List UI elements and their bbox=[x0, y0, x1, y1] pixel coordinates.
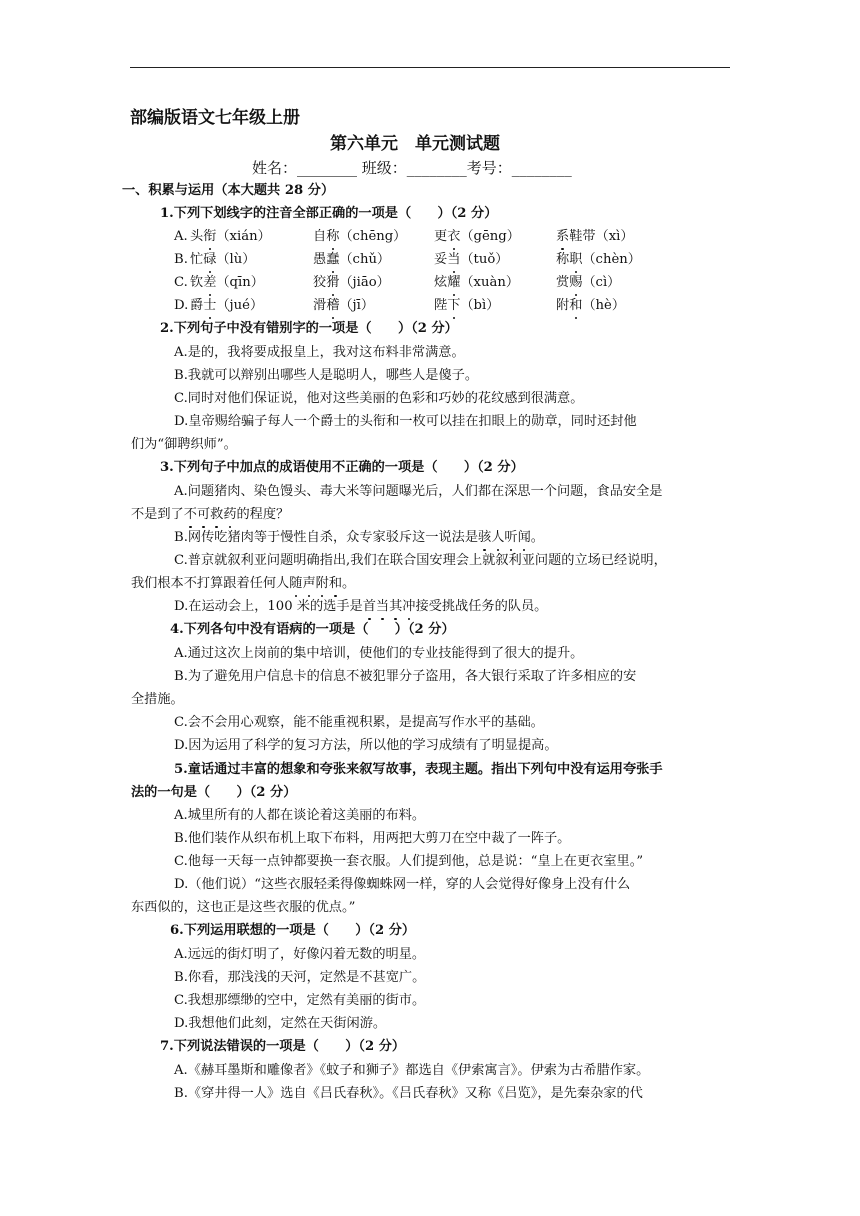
q1-option-word bbox=[190, 227, 271, 247]
q5-stem: 5.童话通过丰富的想象和夸张来叙写故事，表现主题。指出下列句中没有运用夸张手 bbox=[174, 762, 663, 777]
char: 称 bbox=[556, 252, 570, 267]
pinyin: （bì） bbox=[460, 298, 500, 313]
dotted-idiom bbox=[363, 599, 416, 614]
pinyin: （lù） bbox=[216, 252, 256, 267]
dotted-char: 稽 bbox=[326, 296, 339, 316]
q1-option-word bbox=[190, 273, 264, 293]
dotted-char: 碌 bbox=[203, 250, 216, 270]
q1-option-word bbox=[556, 296, 625, 316]
q1-option-word bbox=[556, 273, 620, 293]
q6-option-c: C.我想那缥缈的空中，定然有美丽的街市。 bbox=[174, 993, 426, 1008]
q3-option-c: C.普京就叙利亚问题明确指出,我们在联合国安理会上就叙利亚问题的立场已经说明， bbox=[174, 553, 667, 568]
q3-option-a-cont bbox=[131, 505, 289, 525]
dotted-char: 赐 bbox=[569, 273, 582, 293]
pinyin: （cì） bbox=[582, 275, 621, 290]
pinyin: （hè） bbox=[582, 298, 626, 313]
pinyin: （chǔ） bbox=[339, 252, 391, 267]
q2-option-b: B.我就可以辩别出哪些人是聪明人，哪些人是傻子。 bbox=[174, 368, 479, 383]
pinyin: （gēng） bbox=[460, 229, 520, 244]
dotted-char: 首 bbox=[363, 597, 376, 617]
pinyin: （xián） bbox=[216, 229, 271, 244]
dotted-char: 药 bbox=[223, 505, 236, 525]
dotted-char: 可 bbox=[197, 505, 210, 525]
pinyin: （tuǒ） bbox=[460, 252, 509, 267]
text: B.网传吃猪肉等于慢性自杀，众专家驳斥这一说法是 bbox=[174, 530, 479, 545]
q4-option-a: A.通过这次上岗前的集中培训，使他们的专业技能得到了很大的提升。 bbox=[174, 646, 584, 661]
q2-option-a: A.是的，我将要成报皇上，我对这布料非常满意。 bbox=[174, 345, 465, 360]
dotted-char: 听 bbox=[504, 528, 517, 548]
q4-stem: 4.下列各句中没有语病的一项是（ ）（2 分） bbox=[170, 622, 455, 637]
q1-option-label: B. bbox=[174, 252, 188, 267]
pinyin: （jué） bbox=[216, 298, 264, 313]
char: 愚 bbox=[313, 252, 327, 267]
q1-option-label: C. bbox=[174, 275, 188, 290]
q1-stem: 1.下列下划线字的注音全部正确的一项是（ ）（2 分） bbox=[160, 206, 498, 221]
pinyin: 鞋带（xì） bbox=[569, 229, 634, 244]
top-rule bbox=[130, 67, 730, 68]
q1-option-word bbox=[190, 250, 255, 270]
dotted-char: 骇 bbox=[478, 528, 491, 548]
dotted-char: 其 bbox=[389, 597, 402, 617]
q1-option-word bbox=[434, 227, 520, 247]
dotted-char: 当 bbox=[376, 597, 389, 617]
dotted-char: 职 bbox=[569, 250, 582, 270]
dotted-idiom bbox=[478, 530, 531, 545]
pinyin: （jiāo） bbox=[339, 275, 390, 290]
q1-option-word bbox=[313, 227, 406, 247]
student-info-line: 姓名：________ 班级：________考号：________ bbox=[252, 159, 572, 177]
q5-option-d: D.（他们说）“这些衣服轻柔得像蜘蛛网一样，穿的人会觉得好像身上没有什么 bbox=[174, 877, 631, 892]
q1-option-word bbox=[190, 296, 263, 316]
dotted-char: 声 bbox=[302, 574, 315, 594]
dotted-char: 称 bbox=[326, 227, 339, 247]
q4-option-d: D.因为运用了科学的复习方法，所以他的学习成绩有了明显提高。 bbox=[174, 738, 558, 753]
q3-stem: 3.下列句子中加点的成语使用不正确的一项是（ ）（2 分） bbox=[160, 460, 524, 475]
q3-option-a: A.问题猪肉、染色馒头、毒大米等问题曝光后，人们都在深思一个问题，食品安全是 bbox=[174, 484, 663, 499]
pinyin: （qīn） bbox=[216, 275, 264, 290]
q1-option-word bbox=[556, 250, 641, 270]
dotted-idiom bbox=[184, 507, 237, 522]
pinyin: （xuàn） bbox=[460, 275, 520, 290]
q2-option-c: C.同时对他们保证说，他对这些美丽的色彩和巧妙的花纹感到很满意。 bbox=[174, 391, 584, 406]
q7-stem: 7.下列说法错误的一项是（ ）（2 分） bbox=[160, 1039, 406, 1054]
char: 狡 bbox=[313, 275, 327, 290]
text: 我们根本不打算跟着任何人 bbox=[131, 576, 290, 591]
char: 炫 bbox=[434, 275, 448, 290]
q1-option-word bbox=[434, 296, 499, 316]
q6-option-b: B.你看，那浅浅的天河，定然是不甚宽广。 bbox=[174, 970, 426, 985]
dotted-char: 下 bbox=[447, 296, 460, 316]
text: D.在运动会上，100 米的选手是 bbox=[174, 599, 363, 614]
q6-option-d: D.我想他们此刻，定然在天街闲游。 bbox=[174, 1016, 387, 1031]
q1-option-word bbox=[313, 273, 390, 293]
dotted-char: 冲 bbox=[402, 597, 415, 617]
pinyin: （jī） bbox=[339, 298, 375, 313]
q7-option-b: B.《穿井得一人》选自《吕氏春秋》。《吕氏春秋》又称《吕览》，是先秦杂家的代 bbox=[174, 1086, 643, 1101]
dotted-char: 和 bbox=[569, 296, 582, 316]
dotted-char: 猾 bbox=[326, 273, 339, 293]
char: 陛 bbox=[434, 298, 448, 313]
char: 头 bbox=[190, 229, 204, 244]
dotted-char: 蠢 bbox=[326, 250, 339, 270]
char: 忙 bbox=[190, 252, 204, 267]
dotted-char: 衔 bbox=[203, 227, 216, 247]
q3-option-c-cont bbox=[131, 574, 355, 594]
dotted-idiom bbox=[289, 576, 342, 591]
q3-option-d bbox=[174, 597, 547, 617]
dotted-char: 差 bbox=[203, 273, 216, 293]
dotted-char: 耀 bbox=[447, 273, 460, 293]
dotted-char: 救 bbox=[210, 505, 223, 525]
text: 接受挑战任务的队员。 bbox=[415, 599, 548, 614]
q5-option-d-cont: 东西似的，这也正是这些衣服的优点。” bbox=[131, 900, 356, 915]
dotted-char: 衣 bbox=[447, 227, 460, 247]
dotted-char: 士 bbox=[203, 296, 216, 316]
q1-option-word bbox=[434, 273, 519, 293]
q2-option-d: D.皇帝赐给骗子每人一个爵士的头衔和一枚可以挂在扣眼上的勋章，同时还封他 bbox=[174, 414, 637, 429]
q5-stem-cont: 法的一句是（ ）（2 分） bbox=[131, 785, 297, 800]
q4-option-c: C.会不会用心观察，能不能重视积累，是提高写作水平的基础。 bbox=[174, 715, 544, 730]
q6-stem: 6.下列运用联想的一项是（ ）（2 分） bbox=[170, 923, 416, 938]
q1-option-word bbox=[556, 227, 634, 247]
q1-option-label: A. bbox=[174, 229, 188, 244]
char: 附 bbox=[556, 298, 570, 313]
dotted-char: 人 bbox=[491, 528, 504, 548]
q2-stem: 2.下列句子中没有错别字的一项是（ ）（2 分） bbox=[160, 321, 458, 336]
q2-option-d-cont: 们为“御聘织师”。 bbox=[131, 437, 237, 452]
text: 。 bbox=[342, 576, 356, 591]
pinyin: （chēng） bbox=[339, 229, 407, 244]
char: 钦 bbox=[190, 275, 204, 290]
char: 更 bbox=[434, 229, 448, 244]
char: 滑 bbox=[313, 298, 327, 313]
doc-title: 第六单元 单元测试题 bbox=[330, 134, 500, 154]
q6-option-a: A.远远的街灯明了，好像闪着无数的明星。 bbox=[174, 947, 426, 962]
char: 妥 bbox=[434, 252, 448, 267]
dotted-char: 随 bbox=[289, 574, 302, 594]
q1-option-word bbox=[313, 250, 390, 270]
q3-option-b bbox=[174, 528, 544, 548]
doc-header: 部编版语文七年级上册 bbox=[130, 108, 300, 128]
q5-option-a: A.城里所有的人都在谈论着这美丽的布料。 bbox=[174, 808, 426, 823]
dotted-char: 附 bbox=[316, 574, 329, 594]
q7-option-a: A.《赫耳墨斯和雕像者》《蚊子和狮子》都选自《伊索寓言》。伊索为古希腊作家。 bbox=[174, 1063, 650, 1078]
q1-option-label: D. bbox=[174, 298, 189, 313]
text: 不是到了 bbox=[131, 507, 184, 522]
q5-option-c: C.他每一天每一点钟都要换一套衣服。人们提到他，总是说：“皇上在更衣室里。” bbox=[174, 854, 644, 869]
q5-option-b: B.他们装作从织布机上取下布料，用两把大剪刀在空中裁了一阵子。 bbox=[174, 831, 571, 846]
dotted-char: 当 bbox=[447, 250, 460, 270]
char: 赏 bbox=[556, 275, 570, 290]
char: 爵 bbox=[190, 298, 204, 313]
text: 的程度？ bbox=[236, 507, 290, 522]
dotted-char: 系 bbox=[556, 227, 569, 247]
q4-option-b: B.为了避免用户信息卡的信息不被犯罪分子盗用，各大银行采取了许多相应的安 bbox=[174, 669, 637, 684]
dotted-char: 闻 bbox=[518, 528, 531, 548]
section-heading: 一、积累与运用（本大题共 28 分） bbox=[122, 183, 335, 198]
char: 自 bbox=[313, 229, 327, 244]
q1-option-word bbox=[434, 250, 508, 270]
dotted-char: 不 bbox=[184, 505, 197, 525]
q1-option-word bbox=[313, 296, 374, 316]
pinyin: （chèn） bbox=[582, 252, 641, 267]
q4-option-b-cont: 全措施。 bbox=[131, 692, 184, 707]
dotted-char: 和 bbox=[329, 574, 342, 594]
text: 。 bbox=[530, 530, 544, 545]
